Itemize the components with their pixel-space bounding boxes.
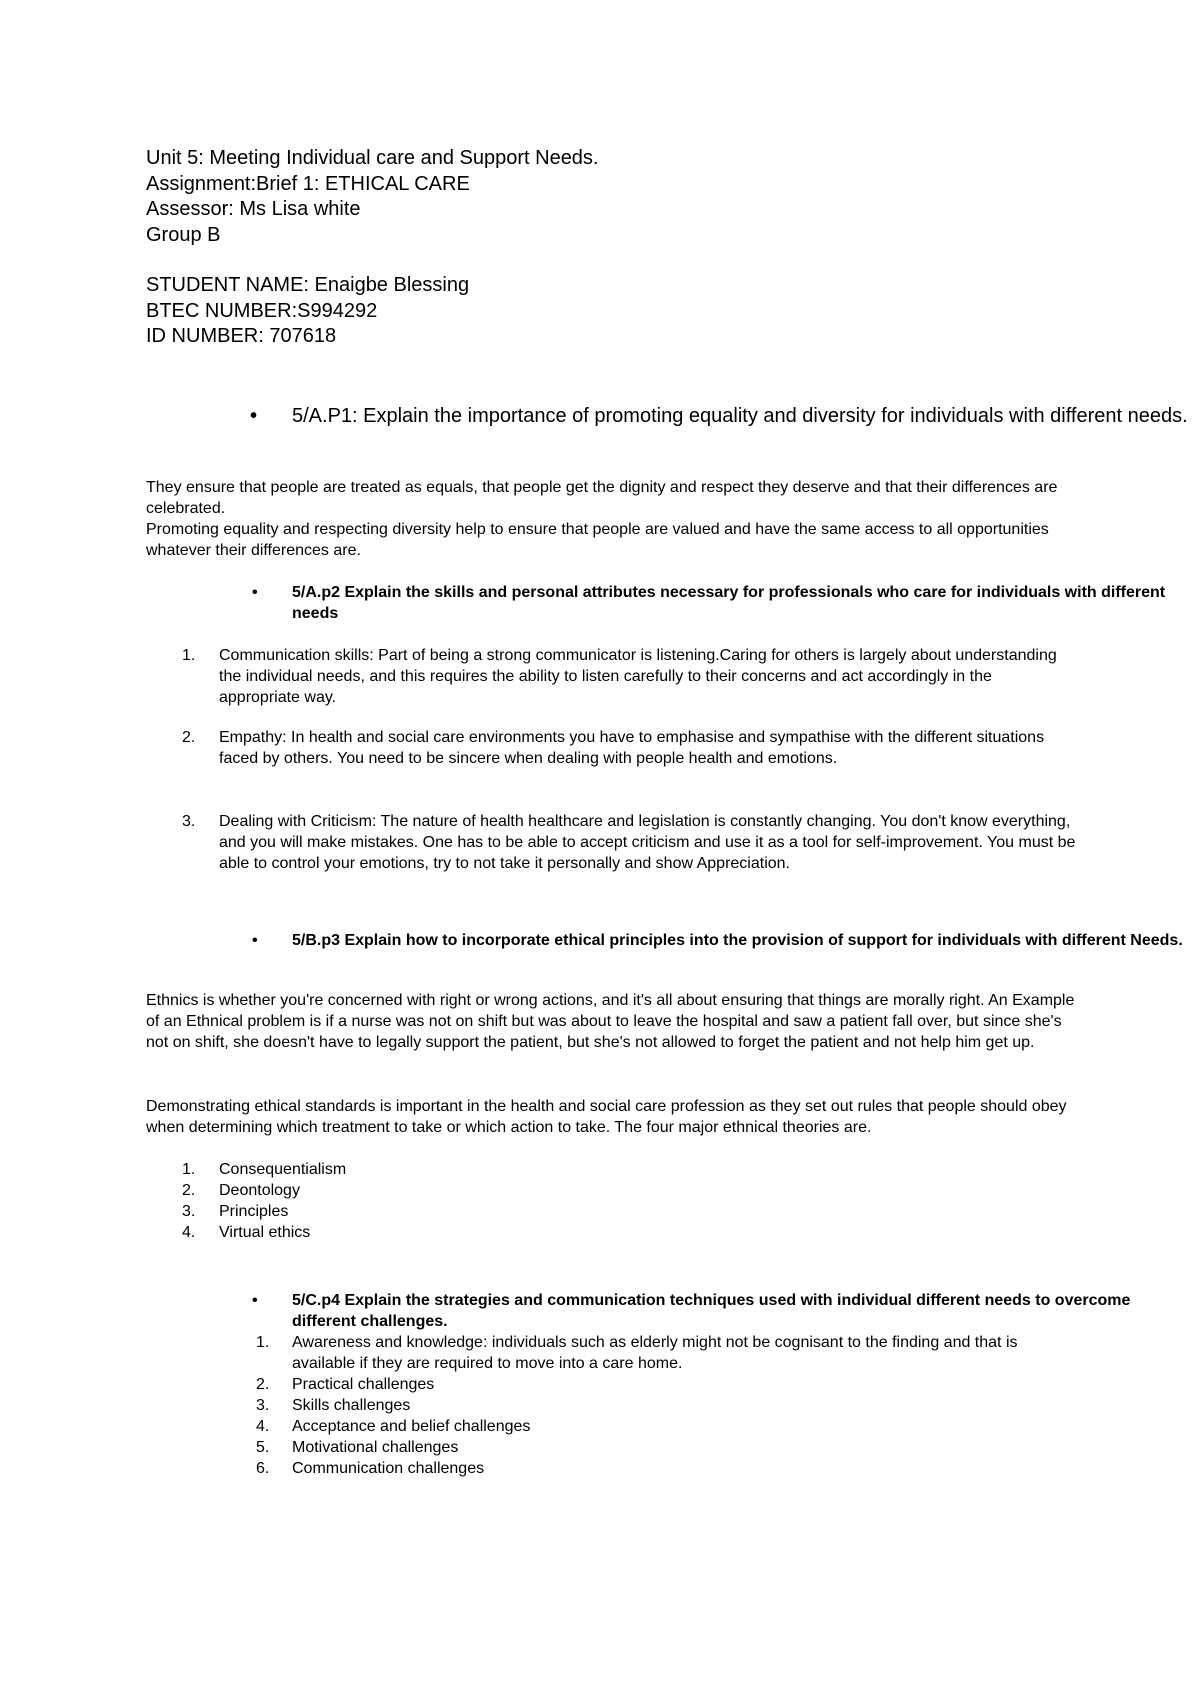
list-item-text: Dealing with Criticism: The nature of health healthcare and legislation is constantly changing. You don't know everything, and you will make mistakes. One has to be able to accept criticism and use it as a tool for self-improvement. You must be able to control your emotions, try to not take it personally and show Appreciation. [219,813,1076,872]
list-item-text: Consequentialism [219,1161,347,1178]
list-item [146,1395,1076,1416]
section-b3-list [146,1159,1076,1243]
list-item-text: Awareness and knowledge: individuals such as elderly might not be cognisant to the finding and that is available if they are required to move into a care home. [292,1334,1018,1372]
list-item [146,727,1076,769]
section-a2-heading [146,582,1192,624]
list-item [146,1437,1076,1458]
list-item [146,1458,1076,1479]
list-item [146,1180,1076,1201]
section-b3-paragraph-2-block [146,1096,1076,1138]
section-a1-paragraph-2: Promoting equality and respecting diversity help to ensure that people are valued and have the same access to all opportunities whatever their differences are. [146,521,1049,559]
list-item-number: 3. [182,813,196,830]
list-item-number: 3. [256,1397,270,1414]
bullet-icon: • [250,405,258,427]
list-item-text: Communication challenges [292,1460,485,1477]
list-item [146,1222,1076,1243]
id-number-line: ID NUMBER: 707618 [146,325,337,347]
list-item-text: Principles [219,1203,289,1220]
list-item-text: Empathy: In health and social care environments you have to emphasise and sympathise with the different situations faced by others. You need to be sincere when dealing with people health and emotions. [219,729,1045,767]
list-item-text: Acceptance and belief challenges [292,1418,531,1435]
list-item-number: 5. [256,1439,270,1456]
section-a1-body [146,477,1076,561]
assessor-line: Assessor: Ms Lisa white [146,198,361,220]
section-b3-paragraph-1: Ethnics is whether you're concerned with right or wrong actions, and it's all about ensuring that things are morally right. An Example of an Ethnical problem is if a nurse was not on shift but was about to leave the hospital and saw a patient fall over, but since she's not on shift, she doesn't have to legally support the patient, but she's not allowed to forget the patient and not help him get up. [146,992,1075,1051]
list-item-number: 2. [182,729,196,746]
list-item-number: 6. [256,1460,270,1477]
section-a2-heading-text: 5/A.p2 Explain the skills and personal attributes necessary for professionals who care for individuals with different needs [292,584,1166,622]
list-item [146,1416,1076,1437]
student-name-line: STUDENT NAME: Enaigbe Blessing [146,274,470,296]
bullet-icon: • [252,1292,258,1309]
section-a1-heading [146,404,1192,430]
list-item-text: Deontology [219,1182,300,1199]
list-item [146,811,1076,874]
list-item-text: Skills challenges [292,1397,411,1414]
list-item [146,1159,1076,1180]
section-a1-heading-text: 5/A.P1: Explain the importance of promoting equality and diversity for individuals with different needs. [292,405,1188,427]
section-b3-heading-text: 5/B.p3 Explain how to incorporate ethical principles into the provision of support for individuals with different Needs. [292,932,1183,949]
list-item-number: 4. [256,1418,270,1435]
section-b3-paragraph-2: Demonstrating ethical standards is important in the health and social care profession as they set out rules that people should obey when determining which treatment to take or which action to take. The four major ethnical theories are. [146,1098,1067,1136]
assignment-line: Assignment:Brief 1: ETHICAL CARE [146,172,470,195]
list-item [146,645,1076,708]
list-item-text: Practical challenges [292,1376,435,1393]
list-item-number: 4. [182,1224,196,1241]
section-a2-list [146,727,1076,769]
btec-number-line: BTEC NUMBER:S994292 [146,299,378,322]
group-line: Group B [146,223,221,246]
document-header [146,146,1106,350]
section-c4-list [146,1332,1076,1479]
section-b3-paragraph-1-block [146,990,1076,1053]
section-a1-paragraph-1: They ensure that people are treated as equals, that people get the dignity and respect they deserve and that their differences are celebrated. [146,479,1058,517]
list-item [146,1374,1076,1395]
list-item-number: 1. [182,1161,196,1178]
list-item-number: 2. [256,1376,270,1393]
list-item [146,1201,1076,1222]
section-c4-heading-text: 5/C.p4 Explain the strategies and communication techniques used with individual different needs to overcome different challenges. [292,1292,1131,1330]
list-item-text: Virtual ethics [219,1224,311,1241]
list-item-number: 1. [256,1334,270,1351]
section-a2-list [146,645,1076,708]
list-item-number: 2. [182,1182,196,1199]
bullet-icon: • [252,584,258,601]
section-a2-list [146,811,1076,874]
unit-title: Unit 5: Meeting Individual care and Support Needs. [146,147,599,169]
section-c4-heading [146,1290,1192,1332]
section-b3-heading [146,930,1192,951]
list-item [146,1332,1076,1374]
bullet-icon: • [252,932,258,949]
list-item-text: Motivational challenges [292,1439,459,1456]
list-item-text: Communication skills: Part of being a strong communicator is listening.Caring for others is largely about understanding the individual needs, and this requires the ability to listen carefully to their concerns and act accordingly in the appropriate way. [219,647,1057,706]
list-item-number: 3. [182,1203,196,1220]
list-item-number: 1. [182,647,196,664]
